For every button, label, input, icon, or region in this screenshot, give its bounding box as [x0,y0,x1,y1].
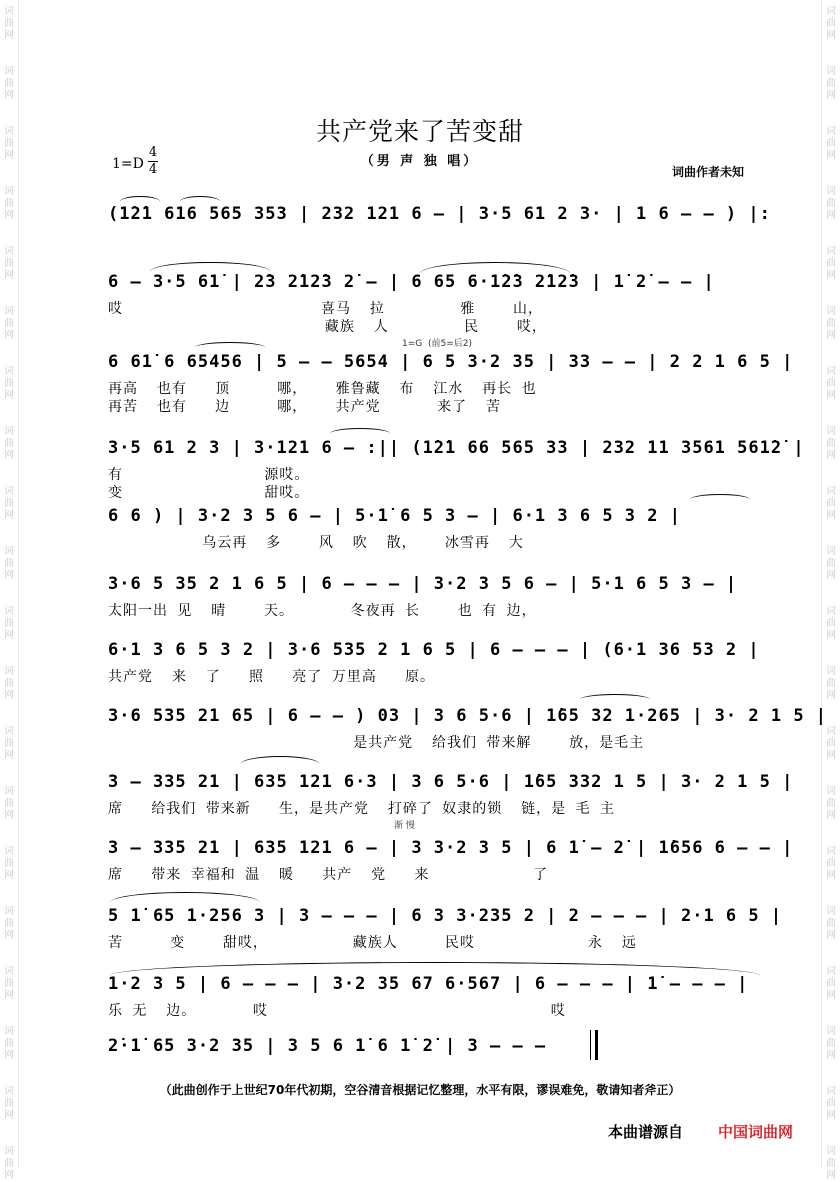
score-row-4-lyrics-1: 有 源哎。 [108,467,310,483]
key-signature: 1=D [112,156,144,172]
slur [110,892,260,913]
score-row-6-lyrics: 太阳一出 见 晴 天。 冬夜再 长 也 有 边， [108,603,537,619]
footnote: （此曲创作于上世纪70年代初期，空谷清音根据记忆整理，水平有限，谬误难免，敬请知者斧正） [159,1083,681,1097]
watermark-text: 词 曲 网 [826,1146,836,1181]
slur [180,196,220,207]
watermark-text: 词 曲 网 [4,846,14,881]
watermark-text: 词 曲 网 [826,1026,836,1061]
watermark-text: 词 曲 网 [4,126,14,161]
watermark-text: 词 曲 网 [4,1026,14,1061]
score-row-12-notes: 1·2 3 5 | 6 – – – | 3·2 35 67 6·567 | 6 – – – | 1̇ – – – | [108,974,749,994]
score-row-11-lyrics: 苦 变 甜哎， 藏族人 民哎 永 远 [108,935,637,951]
score-row-3-notes: 6 61̇ 6 65456 | 5 – – 5654 | 6 5 3·2 35 | 33 – – | 2 2 1 6 5 | [108,352,794,372]
author-credit: 词曲作者未知 [672,165,745,179]
watermark-text: 词 曲 网 [4,306,14,341]
slur [240,756,320,773]
score-row-2-lyrics-1: 哎 喜马 拉 雅 山， [108,301,544,317]
score-row-9-lyrics: 席 给我们 带来新 生，是共产党 打碎了 奴隶的锁 链，是 毛 主 [108,801,616,817]
watermark-text: 词 曲 网 [4,966,14,1001]
watermark-text: 词 曲 网 [826,486,836,521]
score-row-8-notes: 3·6 535 21 65 | 6 – – ) 03 | 3 6 5·6 | 1̇65 32 1·265 | 3· 2 1 5 | [108,706,828,726]
watermark-text: 词 曲 网 [4,186,14,221]
watermark-text: 词 曲 网 [826,846,836,881]
slur [580,694,650,705]
watermark-text: 词 曲 网 [4,1086,14,1121]
watermark-text: 词 曲 网 [4,1146,14,1181]
score-row-7-lyrics: 共产党 来 了 照 亮了 万里高 原。 [108,669,436,685]
score-row-3-lyrics-2: 再苦 也有 边 哪， 共产党 来了 苦 [108,399,502,415]
watermark-text: 词 曲 网 [826,306,836,341]
watermark-text: 词 曲 网 [826,606,836,641]
watermark-text: 词 曲 网 [826,786,836,821]
slur [110,962,760,989]
watermark-text: 词 曲 网 [4,246,14,281]
time-signature [148,146,158,177]
score-row-10-notes: 3 – 335 21 | 635 121 6 – | 3 3·2 3 5 | 6 1̇ – 2̇ | 1̇656 6 – – | [108,838,794,858]
score-row-4-lyrics-2: 变 甜哎。 [108,485,310,501]
score-row-4-notes: 3·5 61 2 3 | 3·121 6 – :|| (1̇2̇1 66 565 33 | 232 11 3561 561̇2̇ | [108,438,805,458]
watermark-text: 词 曲 网 [4,486,14,521]
watermark-text: 词 曲 网 [826,966,836,1001]
watermark-text: 词 曲 网 [826,246,836,281]
score-row-5-lyrics: 乌云再 多 风 吹 散， 冰雪再 大 [108,535,524,551]
watermark-text: 词 曲 网 [4,66,14,101]
watermark-text: 词 曲 网 [826,6,836,41]
watermark-text: 词 曲 网 [4,906,14,941]
score-row-12-lyrics: 乐 无 边。 哎 哎 [108,1003,566,1019]
watermark-text: 词 曲 网 [4,666,14,701]
score-row-3-lyrics-1: 再高 也有 顶 哪， 雅鲁藏 布 江水 再长 也 [108,381,537,397]
watermark-text: 词 曲 网 [4,786,14,821]
watermark-text: 词 曲 网 [826,186,836,221]
watermark-text: 词 曲 网 [4,546,14,581]
watermark-text: 词 曲 网 [826,126,836,161]
slur [330,428,390,439]
watermark-text: 词 曲 网 [4,6,14,41]
score-row-5-notes: 6 6 ) | 3·2 3 5 6 – | 5·1̇ 6 5 3 – | 6·1 3 6 5 3 2 | [108,506,681,526]
score-row-7-notes: 6·1 3 6 5 3 2 | 3·6 535 2 1 6 5 | 6 – – – | (6·1 36 53 2 | [108,640,760,660]
score-row-1-notes: (1̇2̇1 616 565 353 | 232 121 6 – | 3·5 61 2 3· | 1 6 – – ) |: [108,204,771,224]
tempo-marking: 渐 慢 [394,821,415,831]
time-bottom: 4 [148,162,158,177]
slur [690,494,750,505]
watermark-text: 词 曲 网 [826,426,836,461]
score-row-6-notes: 3·6 5 35 2 1 6 5 | 6 – – – | 3·2 3 5 6 – | 5·1 6 5 3 – | [108,574,738,594]
slur [195,342,265,353]
key-change-note: 1=G (前5=后2) [402,339,472,349]
score-row-13-notes: 2̇·1̇ 65 3·2 35 | 3 5 6 1̇ 6 1̇ 2̇ | 3 – – – [108,1036,547,1056]
score-row-8-lyrics: 是共产党 给我们 带来解 放，是毛主 [108,735,645,751]
watermark-text: 词 曲 网 [4,726,14,761]
watermark-text: 词 曲 网 [826,906,836,941]
watermark-text: 词 曲 网 [826,1086,836,1121]
watermark-text: 词 曲 网 [826,66,836,101]
slur [150,262,270,281]
watermark-text: 词 曲 网 [826,666,836,701]
slur [420,262,570,285]
score-row-11-notes: 5 1̇ 65 1·256 3 | 3 – – – | 6 3 3·235 2 | 2 – – – | 2·1 6 5 | [108,906,783,926]
score-row-10-lyrics: 席 带来 幸福和 温 暖 共产 党 来 了 [108,867,549,883]
brand-link[interactable]: 中国词曲网 [718,1123,794,1141]
final-barline [590,1030,598,1060]
watermark-text: 词 曲 网 [826,726,836,761]
time-top: 4 [148,145,158,160]
score-row-9-notes: 3 – 335 21 | 635 121 6·3 | 3 6 5·6 | 1̇65 332 1 5 | 3· 2 1 5 | [108,772,794,792]
watermark-text: 词 曲 网 [4,366,14,401]
watermark-text: 词 曲 网 [826,546,836,581]
score-row-2-notes: 6 – 3·5 61̇ | 2̇3 2̇12̇3 2̇ – | 6 65 6·1̇2̇3 2̇12̇3 | 1̇ 2̇ – – | [108,272,715,292]
watermark-text: 词 曲 网 [4,606,14,641]
song-subtitle: （男 声 独 唱） [360,154,480,169]
slur [120,196,160,207]
watermark-text: 词 曲 网 [826,366,836,401]
score-row-2-lyrics-2: 藏族 人 民 哎， [108,319,547,335]
song-title: 共产党来了苦变甜 [315,117,524,146]
watermark-text: 词 曲 网 [4,426,14,461]
source-label: 本曲谱源自 [608,1123,684,1141]
